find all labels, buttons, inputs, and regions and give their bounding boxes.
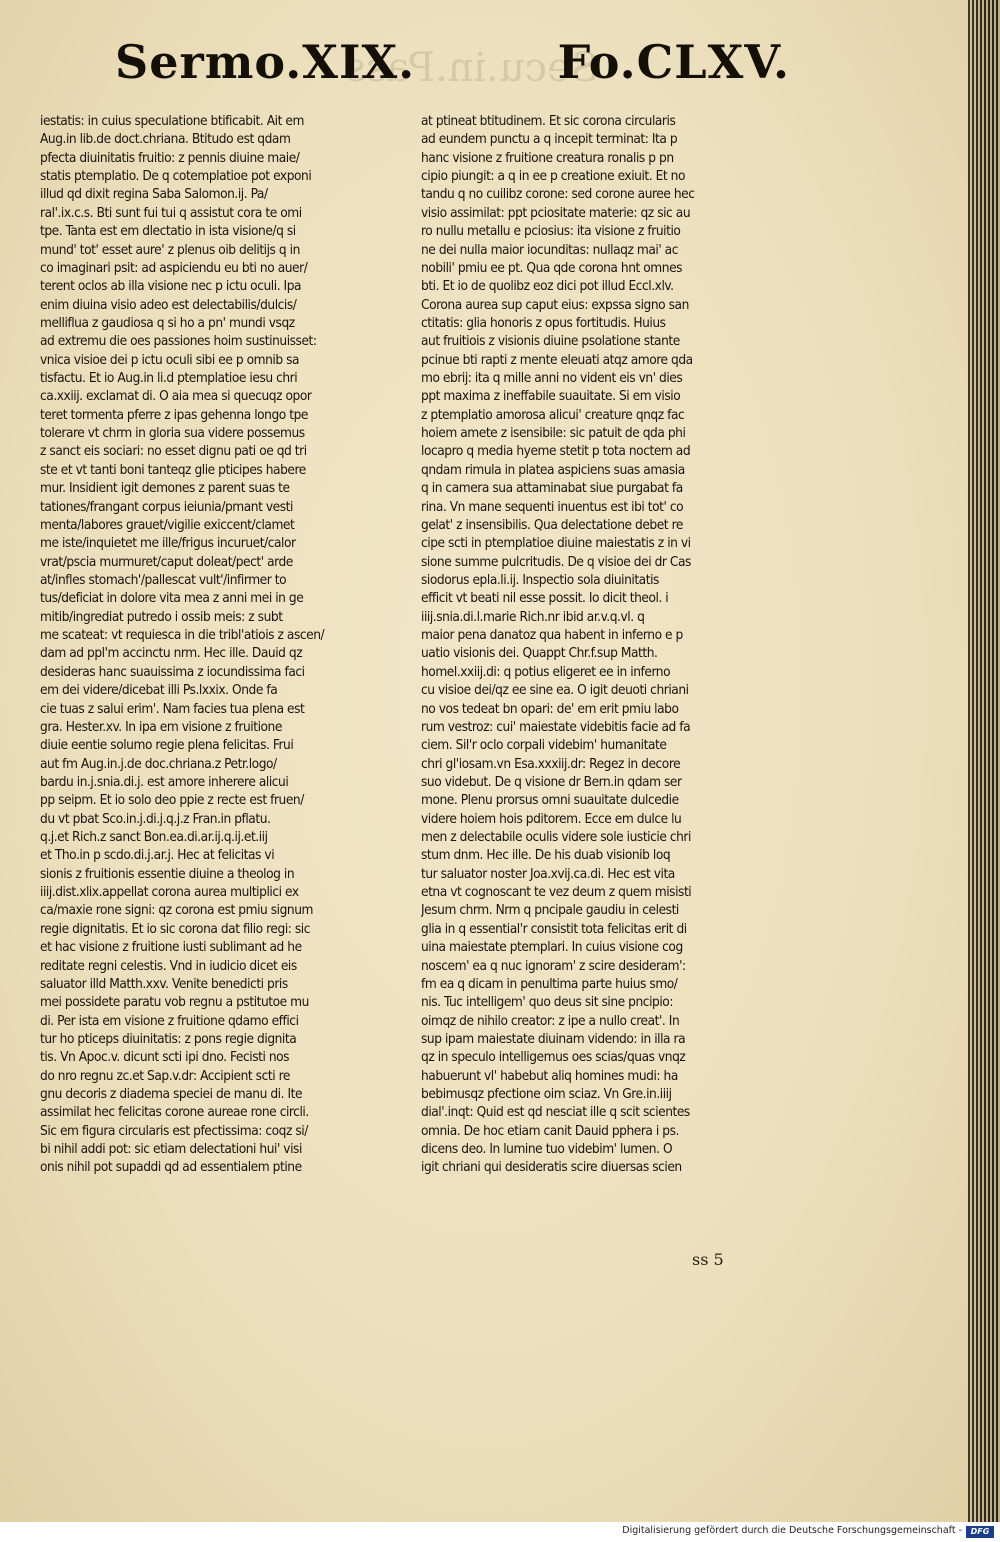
text-line: locapro q media hyeme stetit p tota noctem ad bbox=[421, 443, 691, 460]
text-line: dial'.inqt: Quid est qd nesciat ille q scit scientes bbox=[421, 1104, 690, 1121]
text-line: gelat' z insensibilis. Qua delectatione debet re bbox=[421, 516, 683, 533]
text-line: bardu in.j.snia.di.j. est amore inherere alicui bbox=[40, 773, 289, 790]
right-text-column bbox=[421, 112, 783, 1177]
text-line: tis. Vn Apoc.v. dicunt scti ipi dno. Fecisti nos bbox=[40, 1049, 290, 1066]
signature-mark: ss 5 bbox=[692, 1250, 724, 1269]
text-line: cipe scti in ptemplatioe diuine maiestatis z in vi bbox=[421, 535, 691, 552]
text-line: enim diuina visio adeo est delectabilis/dulcis/ bbox=[40, 296, 297, 313]
text-line: nobili' pmiu ee pt. Qua qde corona hnt omnes bbox=[421, 259, 683, 276]
text-line: omnia. De hoc etiam canit Dauid pphera i ps. bbox=[421, 1122, 679, 1139]
folio-number: Fo.CLXV. bbox=[557, 35, 790, 89]
text-line: sup ipam maiestate diuinam videndo: in illa ra bbox=[421, 1030, 686, 1047]
text-line: do nro regnu zc.et Sap.v.dr: Accipient scti re bbox=[40, 1067, 290, 1084]
text-line: reditate regni celestis. Vnd in iudicio dicet eis bbox=[40, 957, 297, 974]
text-line: tpe. Tanta est em dlectatio in ista visione/q si bbox=[40, 223, 296, 240]
text-line: dam ad ppl'm accinctu nrm. Hec ille. Dauid qz bbox=[40, 645, 303, 662]
text-line: onis nihil pot supaddi qd ad essentialem ptine bbox=[40, 1159, 302, 1176]
text-line: rum vestroz: cui' maiestate videbitis facie ad fa bbox=[421, 718, 691, 735]
text-line: mo ebrij: ita q mille anni no vident eis vn' dies bbox=[421, 370, 683, 387]
text-line: hoiem amete z isensibile: sic patuit de qda phi bbox=[421, 425, 686, 442]
text-line: qz in speculo intelligemus oes scias/quas vnqz bbox=[421, 1049, 686, 1066]
text-line: mei possidete paratu vob regnu a pstitutoe mu bbox=[40, 994, 309, 1011]
text-line: uina maiestate ptemplari. In cuius visione cog bbox=[421, 939, 683, 956]
text-line: saluator illd Matth.xxv. Venite benedicti pris bbox=[40, 975, 288, 992]
text-line: ca.xxiij. exclamat di. O aia mea si quecuqz opor bbox=[40, 388, 312, 405]
text-line: noscem' ea q nuc ignoram' z scire desideram': bbox=[421, 957, 686, 974]
text-line: maior pena danatoz qua habent in inferno e p bbox=[421, 627, 683, 644]
text-line: ciem. Sil'r oclo corpali videbim' humanitate bbox=[421, 737, 667, 754]
text-line: videre hoiem hois pditorem. Ecce em dulce lu bbox=[421, 810, 682, 827]
left-text-column bbox=[40, 112, 402, 1177]
text-line: tus/deficiat in dolore vita mea z anni mei in ge bbox=[40, 590, 304, 607]
page-edges bbox=[968, 0, 1000, 1522]
text-line: iiij.dist.xlix.appellat corona aurea multiplici ex bbox=[40, 884, 299, 901]
text-line: et Tho.in p scdo.di.j.ar.j. Hec at felicitas vi bbox=[40, 847, 275, 864]
text-line: mitib/ingrediat putredo i ossib meis: z subt bbox=[40, 608, 283, 625]
text-line: ne dei nulla maior iocunditas: nullaqz mai' ac bbox=[421, 241, 678, 258]
text-line: me iste/inquietet me ille/frigus incuruet/calor bbox=[40, 535, 296, 552]
text-line: siodorus epla.li.ij. Inspectio sola diuinitatis bbox=[421, 571, 659, 588]
text-line: teret tormenta pferre z ipas gehenna longo tpe bbox=[40, 406, 309, 423]
text-line: me scateat: vt requiesca in die tribl'atiois z ascen/ bbox=[40, 627, 325, 644]
text-line: habuerunt vl' habebut aliq homines mudi: ha bbox=[421, 1067, 678, 1084]
text-line: aut fruitiois z visionis diuine psolatione stante bbox=[421, 333, 680, 350]
text-line: desideras hanc suauissima z iocundissima faci bbox=[40, 663, 305, 680]
text-line: pp seipm. Et io solo deo ppie z recte est fruen/ bbox=[40, 792, 304, 809]
text-line: men z delectabile oculis videre sole iusticie chri bbox=[421, 829, 691, 846]
text-line: iestatis: in cuius speculatione btificabit. Ait em bbox=[40, 113, 304, 129]
text-line: ste et vt tanti boni tanteqz glie pticipes habere bbox=[40, 461, 306, 478]
footer bbox=[0, 1522, 1000, 1542]
text-line: sionis z fruitionis essentie diuine a theolog in bbox=[40, 865, 295, 882]
text-line: visio assimilat: ppt pciositate materie: qz sic au bbox=[421, 204, 691, 221]
text-line: tandu q no cuilibz corone: sed corone auree hec bbox=[421, 186, 695, 203]
text-line: z sanct eis sociari: no esset dignu pati oe qd tri bbox=[40, 443, 307, 460]
text-line: statis ptemplatio. De q cotemplatioe pot exponi bbox=[40, 168, 312, 185]
text-line: ca/maxie rone signi: qz corona est pmiu signum bbox=[40, 902, 314, 919]
text-line: Sic em figura circularis est pfectissima: coqz si/ bbox=[40, 1122, 308, 1139]
text-line: suo videbut. De q visione dr Bern.in qdam ser bbox=[421, 773, 682, 790]
text-line: qndam rimula in platea aspiciens suas amasia bbox=[421, 461, 685, 478]
text-line: menta/labores grauet/vigilie exiccent/clamet bbox=[40, 516, 295, 533]
text-line: at ptineat btitudinem. Et sic corona circularis bbox=[421, 113, 676, 129]
text-line: diuie eentie solumo regie plena felicitas. Frui bbox=[40, 737, 294, 754]
text-line: rina. Vn mane sequenti inuentus est ibi tot' co bbox=[421, 498, 684, 515]
text-line: aut fm Aug.in.j.de doc.chriana.z Petr.logo/ bbox=[40, 755, 277, 772]
text-line: assimilat hec felicitas corone aureae rone circli. bbox=[40, 1104, 309, 1121]
sermon-number: Sermo.XIX. bbox=[115, 35, 416, 89]
text-line: em dei videre/dicebat illi Ps.lxxix. Onde fa bbox=[40, 682, 278, 699]
text-line: tisfactu. Et io Aug.in li.d ptemplatioe iesu chri bbox=[40, 370, 298, 387]
text-line: vrat/pscia murmuret/caput doleat/pect' arde bbox=[40, 553, 293, 570]
show-through-text: Secu.in.Pass bbox=[345, 45, 599, 91]
running-head bbox=[115, 35, 790, 95]
text-line: hanc visione z fruitione creatura ronalis p pn bbox=[421, 149, 674, 166]
text-line: at/infles stomach'/pallescat vult'/infirmer to bbox=[40, 571, 287, 588]
text-line: Jesum chrm. Nrm q pncipale gaudiu in celesti bbox=[421, 902, 679, 919]
text-line: Corona aurea sup caput eius: expssa signo san bbox=[421, 296, 689, 313]
text-line: homel.xxiij.di: q potius eligeret ee in inferno bbox=[421, 663, 671, 680]
text-line: z ptemplatio amorosa alicui' creature qnqz fac bbox=[421, 406, 685, 423]
text-line: mur. Insidient igit demones z parent suas te bbox=[40, 480, 290, 497]
text-line: cipio piungit: a q in ee p creatione exiuit. Et no bbox=[421, 168, 685, 185]
text-line: mund' tot' esset aure' z plenus oib delitijs q in bbox=[40, 241, 300, 258]
text-line: et hac visione z fruitione iusti sublimant ad he bbox=[40, 939, 302, 956]
text-line: illud qd dixit regina Saba Salomon.ij. Pa/ bbox=[40, 186, 268, 203]
text-line: no vos tedeat bn opari: de' em erit pmiu labo bbox=[421, 700, 679, 717]
text-line: tur saluator noster Joa.xvij.ca.di. Hec est vita bbox=[421, 865, 675, 882]
text-line: di. Per ista em visione z fruitione qdamo effici bbox=[40, 1012, 299, 1029]
text-line: nis. Tuc intelligem' quo deus sit sine pncipio: bbox=[421, 994, 673, 1011]
text-line: bti. Et io de quolibz eoz dici pot illud Eccl.xlv. bbox=[421, 278, 674, 295]
text-line: mone. Plenu prorsus omni suauitate dulcedie bbox=[421, 792, 679, 809]
text-line: cu visioe dei/qz ee sine ea. O igit deuoti chriani bbox=[421, 682, 689, 699]
text-line: fm ea q dicam in penultima parte huius smo/ bbox=[421, 975, 678, 992]
text-line: tolerare vt chrm in gloria sua videre possemus bbox=[40, 425, 305, 442]
text-line: Aug.in lib.de doct.chriana. Btitudo est qdam bbox=[40, 131, 291, 148]
text-line: bebimusqz pfectione oim sciaz. Vn Gre.in.iiij bbox=[421, 1086, 672, 1103]
text-line: cie tuas z salui erim'. Nam facies tua plena est bbox=[40, 700, 305, 717]
text-line: regie dignitatis. Et io sic corona dat filio regi: sic bbox=[40, 920, 311, 937]
text-line: igit chriani qui desideratis scire diuersas scien bbox=[421, 1159, 682, 1176]
text-line: oimqz de nihilo creator: z ipe a nullo creat'. In bbox=[421, 1012, 680, 1029]
text-line: dicens deo. In lumine tuo videbim' lumen. O bbox=[421, 1141, 673, 1158]
footer-credit: Digitalisierung gefördert durch die Deutsche Forschungsgemeinschaft - bbox=[622, 1525, 962, 1536]
text-line: etna vt cognoscant te vez deum z quem misisti bbox=[421, 884, 692, 901]
text-line: ad extremu die oes passiones hoim sustinuisset: bbox=[40, 333, 317, 350]
text-line: uatio visionis dei. Quappt Chr.f.sup Matth. bbox=[421, 645, 658, 662]
text-line: iiij.snia.di.l.marie Rich.nr ibid ar.v.q.vl. q bbox=[421, 608, 645, 625]
text-line: ad eundem punctu a q incepit terminat: Ita p bbox=[421, 131, 678, 148]
text-line: terent oclos ab illa visione nec p ictu oculi. Ipa bbox=[40, 278, 302, 295]
text-line: pcinue bti rapti z mente eleuati atqz amore qda bbox=[421, 351, 693, 368]
text-line: vnica visioe dei p ictu oculi sibi ee p omnib sa bbox=[40, 351, 300, 368]
text-line: melliflua z gaudiosa q si ho a pn' mundi vsqz bbox=[40, 314, 295, 331]
text-line: ppt maxima z ineffabile suauitate. Si em visio bbox=[421, 388, 681, 405]
text-line: q.j.et Rich.z sanct Bon.ea.di.ar.ij.q.ij.et.iij bbox=[40, 829, 268, 846]
text-line: ro nullu metallu e pciosius: ita visione z fruitio bbox=[421, 223, 681, 240]
text-line: q in camera sua attaminabat siue purgabat fa bbox=[421, 480, 683, 497]
text-line: tationes/frangant corpus ieiunia/pmant vesti bbox=[40, 498, 293, 515]
text-line: pfecta diuinitatis fruitio: z pennis diuine maie/ bbox=[40, 149, 300, 166]
text-line: chri gl'iosam.vn Esa.xxxiij.dr: Regez in decore bbox=[421, 755, 681, 772]
text-line: bi nihil addi pot: sic etiam delectationi hui' visi bbox=[40, 1141, 302, 1158]
text-line: glia in q essential'r consistit tota felicitas erit di bbox=[421, 920, 687, 937]
text-line: gnu decoris z diadema speciei de manu di. Ite bbox=[40, 1086, 303, 1103]
dfg-logo: DFG bbox=[966, 1526, 994, 1538]
text-line: co imaginari psit: ad aspiciendu eu bti no auer/ bbox=[40, 259, 308, 276]
text-line: ctitatis: glia honoris z opus fortitudis. Huius bbox=[421, 314, 666, 331]
text-line: sione summe pulcritudis. De q visioe dei dr Cas bbox=[421, 553, 691, 570]
text-line: du vt pbat Sco.in.j.di.j.q.j.z Fran.in pflatu. bbox=[40, 810, 271, 827]
text-line: tur ho pticeps diuinitatis: z pons regie dignita bbox=[40, 1030, 297, 1047]
text-line: ral'.ix.c.s. Bti sunt fui tui q assistut cora te omi bbox=[40, 204, 302, 221]
text-line: gra. Hester.xv. In ipa em visione z fruitione bbox=[40, 718, 282, 735]
text-line: efficit vt beati nil esse possit. Io dicit theol. i bbox=[421, 590, 669, 607]
text-line: stum dnm. Hec ille. De his duab visionib loq bbox=[421, 847, 671, 864]
